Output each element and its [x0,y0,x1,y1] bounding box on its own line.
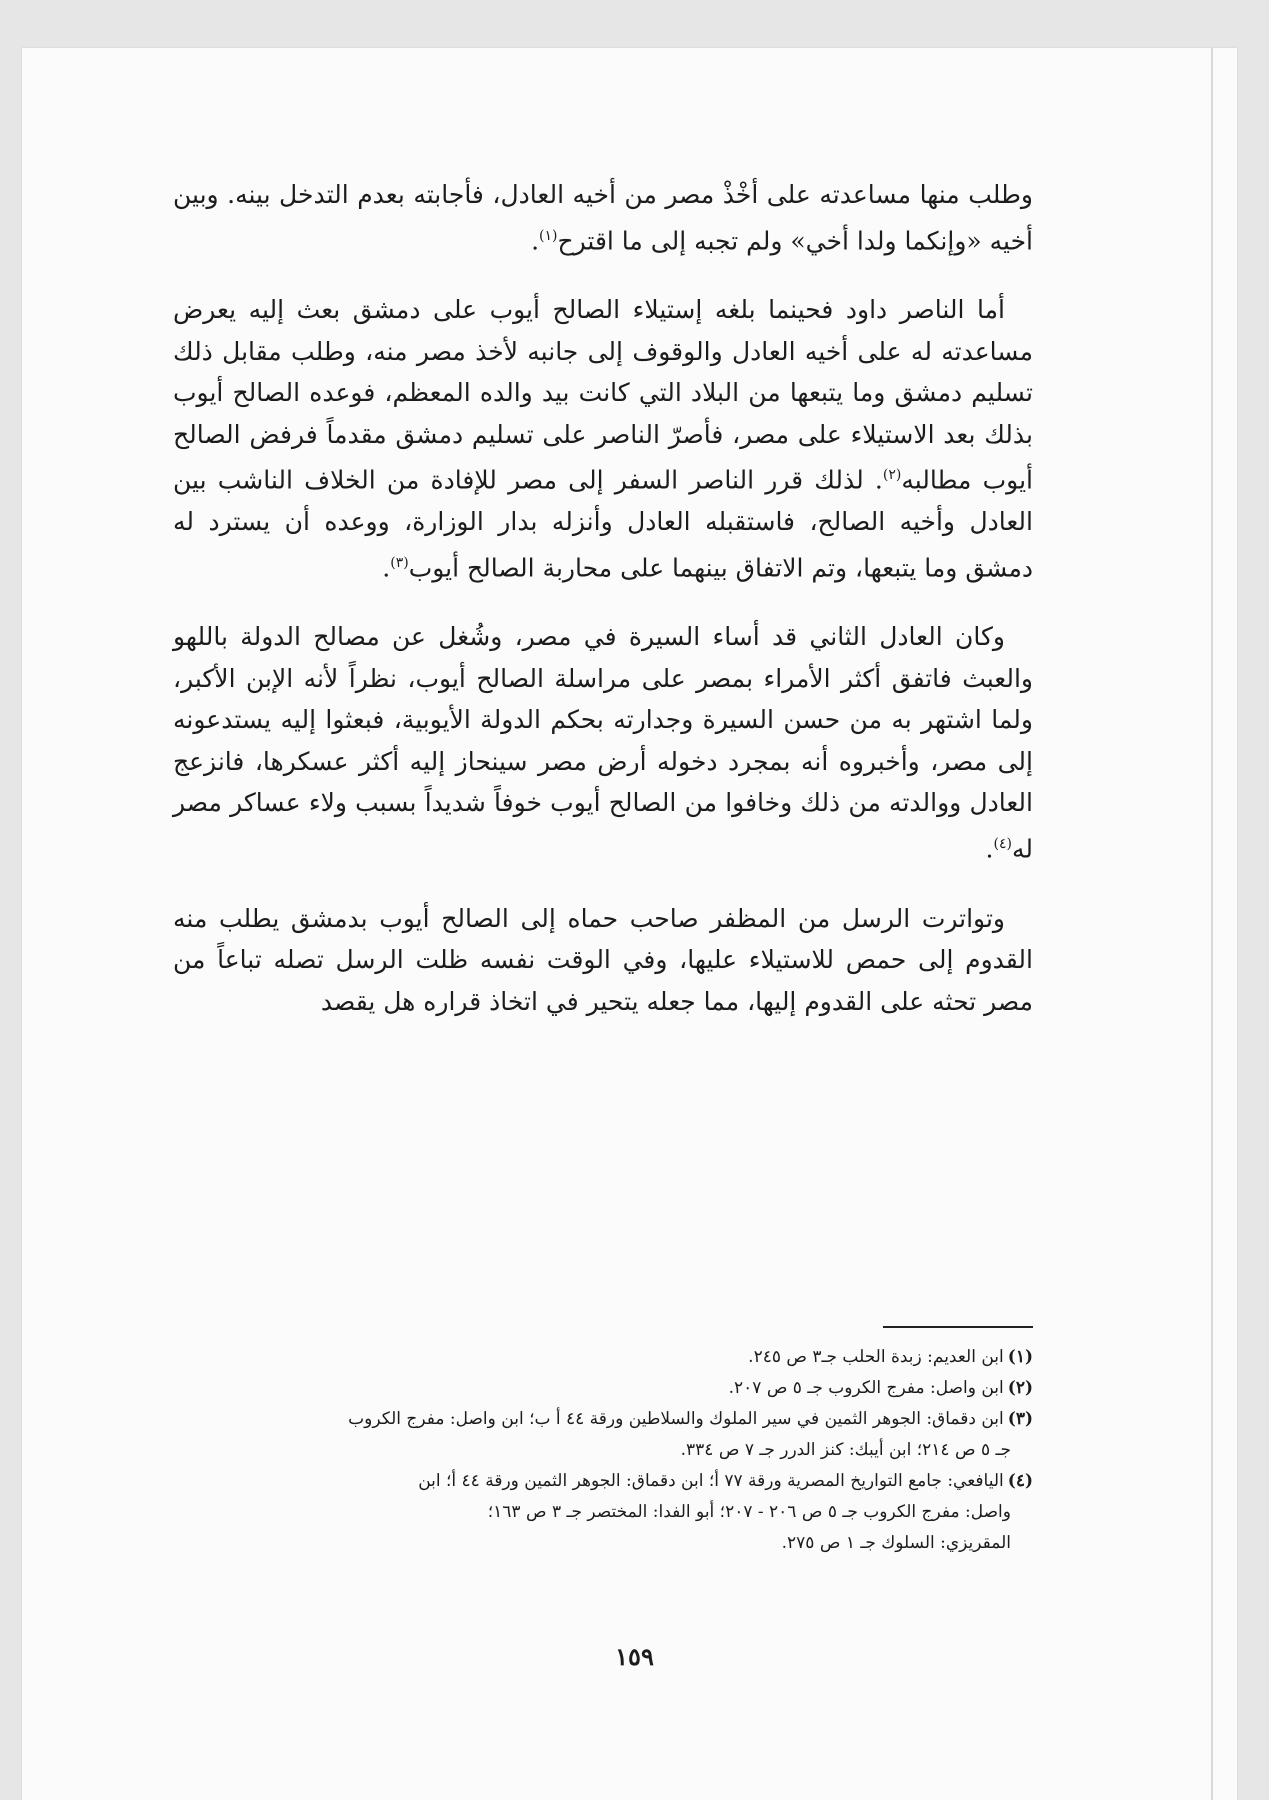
page-edge-line [1211,48,1213,1800]
footnote-ref-4: (٤) [993,835,1012,852]
footnote-ref-2: (٢) [882,467,902,484]
footnotes [173,1342,1033,1559]
footnote-3: (٣)ابن دقماق: الجوهر الثمين في سير الملوك والسلاطين ورقة ٤٤ أ ب؛ ابن واصل: مفرج الكروب جـ ٥ ص ٢١٤؛ ابن أيبك: كنز الدرر جـ ٧ ص ٣٣٤. [348,1409,1033,1460]
paragraph-1: وطلب منها مساعدته على أخْذْ مصر من أخيه العادل، فأجابته بعدم التدخل بينه. وبين أخيه «وإنكما ولدا أخي» ولم تجبه إلى ما اقترح$^{(١)}$. [173,180,1033,255]
footnote-ref-3: (٣) [390,554,409,571]
paragraph-4: وتواترت الرسل من المظفر صاحب حماه إلى الصالح أيوب بدمشق يطلب منه القدوم إلى حمص للاستيلاء عليها، وفي الوقت نفسه ظلت الرسل تصله تباعاً من مصر تحثه على القدوم إليها، مما جعله يتحير في اتخاذ قراره هل يقصد [173,903,1033,1016]
page-number: ١٥٩ [615,1642,654,1671]
body-text [173,174,1033,1050]
footnote-ref-1: (١) [539,227,558,244]
paragraph-2: أما الناصر داود فحينما بلغه إستيلاء الصالح أيوب على دمشق بعث إليه يعرض مساعدته له على أخيه العادل والوقوف إلى جانبه لأخذ مصر منه، وطلب مقابل ذلك تسليم دمشق وما يتبعها من البلاد التي كانت بيد والده المعظم، فوعده الصالح أيوب بذلك بعد الاستيلاء على مصر، فأصرّ الناصر على تسليم دمشق مقدماً فرفض الصالح أيوب مطالبه$^{(٢)}$. لذلك قرر الناصر السفر إلى مصر للإفادة من الخلاف الناشب بين العادل وأخيه الصالح، فاستقبله العادل وأنزله بدار الوزارة، ووعده أن يسترد له دمشق وما يتبعها، وتم الاتفاق بينهما على محاربة الصالح أيوب$^{(٣)}$. [173,295,1033,582]
footnote-separator [883,1326,1033,1328]
footnote-2: (٢)ابن واصل: مفرج الكروب جـ ٥ ص ٢٠٧. [728,1378,1033,1398]
footnote-4: (٤)اليافعي: جامع التواريخ المصرية ورقة ٧٧ أ؛ ابن دقماق: الجوهر الثمين ورقة ٤٤ أ؛ ابن واصل: مفرج الكروب جـ ٥ ص ٢٠٦ - ٢٠٧؛ أبو الفدا: المختصر جـ ٣ ص ١٦٣؛ المقريزي: السلوك جـ ١ ص ٢٧٥. [418,1471,1033,1553]
footnote-1: (١)ابن العديم: زبدة الحلب جـ٣ ص ٢٤٥. [748,1347,1033,1367]
paragraph-3: وكان العادل الثاني قد أساء السيرة في مصر، وشُغل عن مصالح الدولة باللهو والعبث فاتفق أكثر الأمراء بمصر على مراسلة الصالح أيوب، نظراً لأنه الإبن الأكبر، ولما اشتهر به من حسن السيرة وجدارته بحكم الدولة الأيوبية، فبعثوا إليه يستدعونه إلى مصر، وأخبروه أنه بمجرد دخوله أرض مصر سينحاز إليه أكثر عسكرها، فانزعج العادل ووالدته من ذلك وخافوا من الصالح أيوب خوفاً شديداً بسبب ولاء عساكر مصر له$^{(٤)}$. [173,622,1033,864]
